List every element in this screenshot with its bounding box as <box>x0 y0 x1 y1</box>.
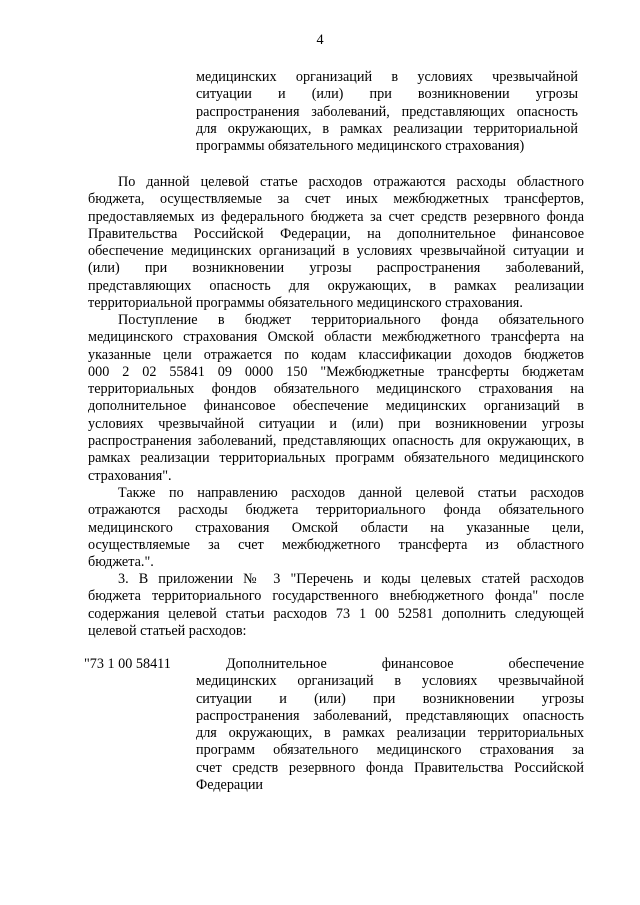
text-line: территориальных фондов обязательного медицинского страхования на <box>88 381 584 398</box>
text-line: медицинских организаций в условиях чрезвычайной <box>196 673 584 690</box>
text-line: распространения заболеваний, представляющих опасность <box>196 103 578 120</box>
text-line: обеспечение медицинских организаций в условиях чрезвычайной ситуации и <box>88 243 584 260</box>
text-line: программ обязательного медицинского страхования за <box>196 742 584 759</box>
text-line: целевой статьей расходов: <box>88 622 247 639</box>
text-line: медицинского страхования Омской области межбюджетного трансферта на <box>88 329 584 346</box>
text-line: указанные цели отражается по кодам классификации доходов бюджетов <box>88 346 584 363</box>
paragraph-2 <box>88 312 584 485</box>
text-line: территориальной программы обязательного медицинского страхования. <box>88 295 523 312</box>
text-line: распространения заболеваний, представляющих опасность для окружающих, в <box>88 433 584 450</box>
page-number: 4 <box>316 32 324 48</box>
text-line: ситуации и (или) при возникновении угрозы <box>196 86 578 103</box>
text-line: для окружающих, в рамках реализации территориальной <box>196 120 578 137</box>
text-line: медицинского страхования Омской области на указанные цели, <box>88 519 584 536</box>
text-line: дополнительное финансовое обеспечение медицинских организаций в <box>88 398 584 415</box>
target-article-code: "73 1 00 58411 <box>84 656 171 672</box>
text-line: условиях чрезвычайной ситуации и (или) при возникновении угрозы <box>88 415 584 432</box>
text-line: бюджета.". <box>88 554 154 571</box>
text-line: 000 2 02 55841 09 0000 150 "Межбюджетные трансферты бюджетам <box>88 363 584 380</box>
text-line: счет средств резервного фонда Правительства Российской <box>196 759 584 776</box>
text-line: содержания целевой статьи расходов 73 1 00 52581 дополнить следующей <box>88 605 584 622</box>
text-line: представляющих опасность для окружающих, в рамках реализации <box>88 277 584 294</box>
continued-entry-text <box>196 69 578 155</box>
text-line: По данной целевой статье расходов отражаются расходы областного <box>118 174 584 190</box>
text-line: бюджета, осуществляемые за счет иных межбюджетных трансфертов, <box>88 191 584 208</box>
text-line: программы обязательного медицинского страхования) <box>196 138 525 155</box>
text-line: бюджета территориального государственного внебюджетного фонда" после <box>88 588 584 605</box>
paragraph-3 <box>88 485 584 571</box>
text-line: страхования". <box>88 467 172 484</box>
text-line: отражаются расходы бюджета территориального фонда обязательного <box>88 502 584 519</box>
text-line: распространения заболеваний, представляющих опасность <box>196 707 584 724</box>
text-line: для окружающих, в рамках реализации территориальных <box>196 725 584 742</box>
paragraph-4 <box>88 571 584 640</box>
text-line: Федерации <box>196 777 264 794</box>
text-line: медицинских организаций в условиях чрезвычайной <box>196 69 578 85</box>
text-line: Правительства Российской Федерации, на дополнительное финансовое <box>88 225 584 242</box>
text-line: рамках реализации территориальных программ обязательного медицинского <box>88 450 584 467</box>
text-line: Также по направлению расходов данной целевой статьи расходов <box>118 485 584 501</box>
target-article-description <box>196 656 584 794</box>
text-line: предоставляемых из федерального бюджета за счет средств резервного фонда <box>88 208 584 225</box>
text-line: ситуации и (или) при возникновении угрозы <box>196 690 584 707</box>
paragraph-1 <box>88 174 584 312</box>
text-line: Поступление в бюджет территориального фонда обязательного <box>118 312 584 328</box>
text-line: осуществляемые за счет межбюджетного трансферта из областного <box>88 536 584 553</box>
text-line: Дополнительное финансовое обеспечение <box>226 656 584 672</box>
text-line: (или) при возникновении угрозы распространения заболеваний, <box>88 260 584 277</box>
text-line: 3. В приложении № 3 "Перечень и коды целевых статей расходов <box>118 571 584 587</box>
